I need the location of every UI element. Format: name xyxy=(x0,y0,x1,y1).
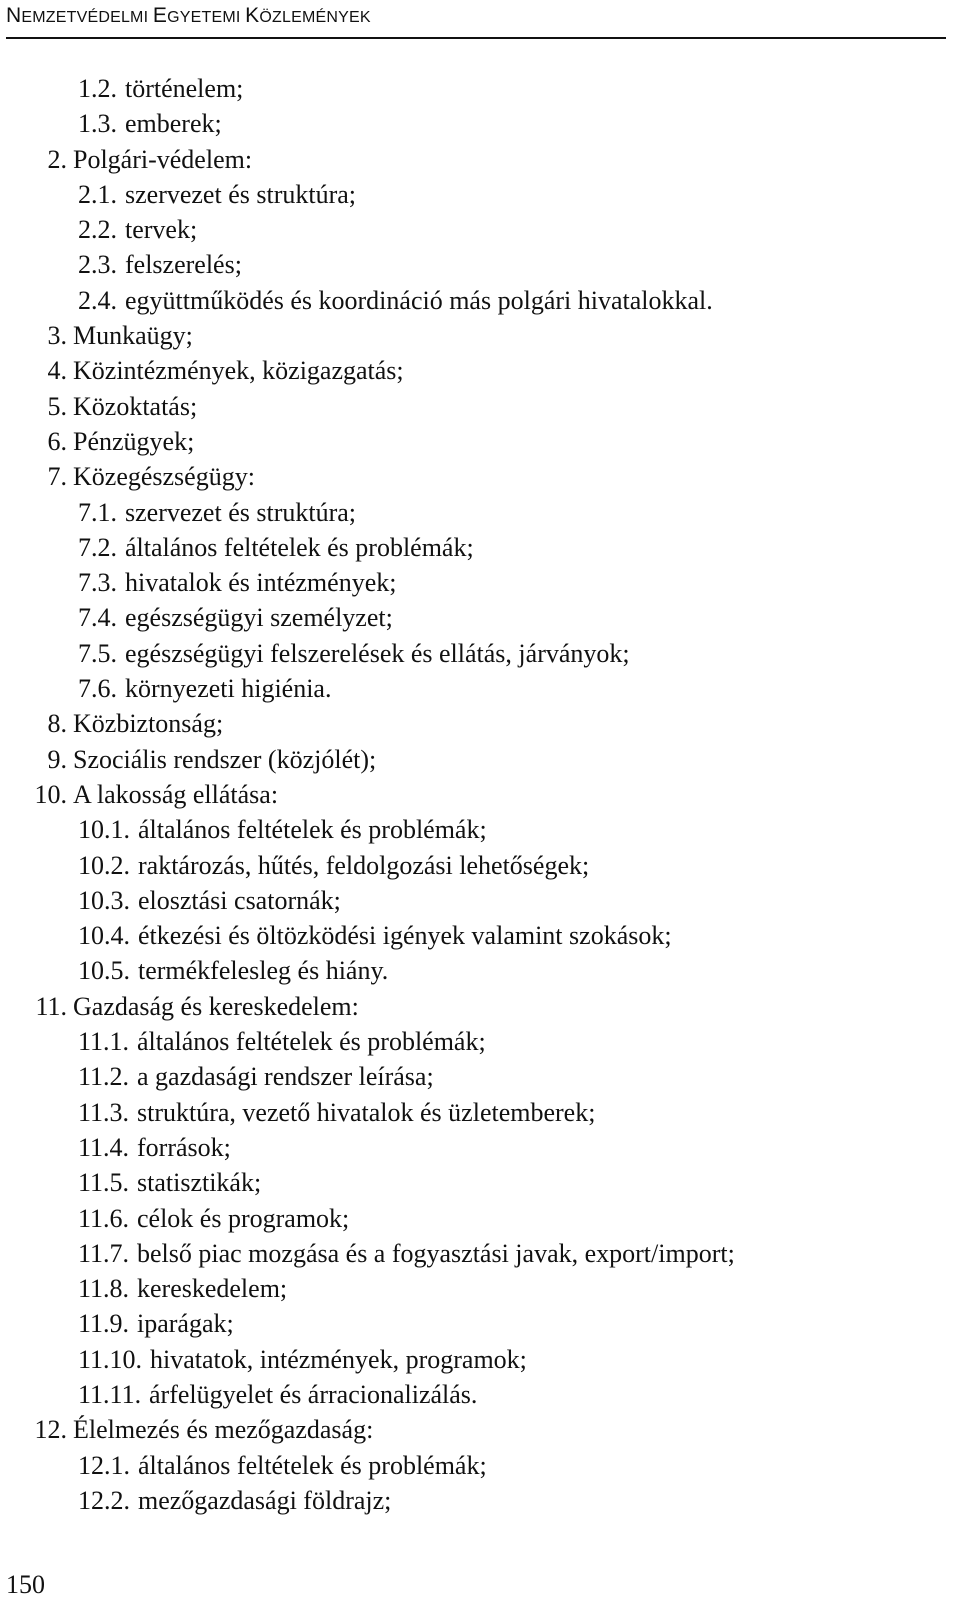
list-item xyxy=(0,742,960,777)
list-item xyxy=(0,600,960,635)
list-item-text: emberek; xyxy=(125,109,222,139)
list-item xyxy=(0,424,960,459)
list-item-text: egészségügyi személyzet; xyxy=(125,603,393,633)
list-item-number: 2.1. xyxy=(78,179,117,209)
list-item xyxy=(0,1342,960,1377)
list-item-number: 7.3. xyxy=(78,568,117,598)
list-item-text: iparágak; xyxy=(137,1309,234,1339)
list-item xyxy=(0,212,960,247)
list-item xyxy=(0,953,960,988)
page-number: 150 xyxy=(6,1570,45,1599)
list-item-number: 7.5. xyxy=(78,638,117,668)
list-item-number: 7.4. xyxy=(78,603,117,633)
list-item-text: általános feltételek és problémák; xyxy=(138,815,487,845)
list-item-number: 8. xyxy=(47,709,67,739)
list-item xyxy=(0,459,960,494)
list-item-number: 11.1. xyxy=(78,1027,130,1057)
list-item xyxy=(0,1095,960,1130)
list-item-text: termékfelesleg és hiány. xyxy=(138,956,389,986)
list-item-text: Közintézmények, közigazgatás; xyxy=(73,356,404,386)
list-item-number: 9. xyxy=(47,744,67,774)
list-item xyxy=(0,706,960,741)
list-item-number: 11.6. xyxy=(78,1203,130,1233)
list-item-text: hivatalok és intézmények; xyxy=(125,568,397,598)
list-item-text: mezőgazdasági földrajz; xyxy=(138,1485,392,1515)
list-item-number: 2. xyxy=(47,144,67,174)
list-item-number: 11.2. xyxy=(78,1062,130,1092)
list-item-number: 10.5. xyxy=(78,956,130,986)
outline-list xyxy=(0,71,960,1518)
list-item-number: 10.3. xyxy=(78,885,130,915)
list-item-number: 1.2. xyxy=(78,74,117,103)
list-item xyxy=(0,565,960,600)
list-item-number: 11.10. xyxy=(78,1344,143,1374)
list-item-text: célok és programok; xyxy=(137,1203,350,1233)
list-item-text: általános feltételek és problémák; xyxy=(125,532,474,562)
list-item-text: belső piac mozgása és a fogyasztási javak, export/import; xyxy=(137,1238,735,1268)
list-item xyxy=(0,918,960,953)
list-item-number: 11.11. xyxy=(78,1379,142,1409)
list-item-text: Közbiztonság; xyxy=(73,709,224,739)
list-item-number: 12.1. xyxy=(78,1450,130,1480)
list-item-text: tervek; xyxy=(125,215,198,245)
list-item-number: 1.3. xyxy=(78,109,117,139)
list-item xyxy=(0,1271,960,1306)
list-item xyxy=(0,1201,960,1236)
header-part-1: EMZETVÉDELMI xyxy=(21,9,153,26)
list-item-text: együttműködés és koordináció más polgári hivatalokkal. xyxy=(125,285,713,315)
list-item xyxy=(0,883,960,918)
list-item xyxy=(0,389,960,424)
list-item xyxy=(0,1130,960,1165)
list-item-text: szervezet és struktúra; xyxy=(125,497,357,527)
list-item-number: 6. xyxy=(47,426,67,456)
list-item xyxy=(0,1448,960,1483)
list-item xyxy=(0,812,960,847)
list-item-text: általános feltételek és problémák; xyxy=(137,1027,486,1057)
list-item-text: felszerelés; xyxy=(125,250,242,280)
list-item-text: Gazdaság és kereskedelem: xyxy=(73,991,359,1021)
list-item-number: 2.4. xyxy=(78,285,117,315)
list-item-number: 2.3. xyxy=(78,250,117,280)
list-item-number: 2.2. xyxy=(78,215,117,245)
list-item xyxy=(0,318,960,353)
list-item-text: források; xyxy=(137,1132,231,1162)
running-header xyxy=(6,4,371,28)
list-item xyxy=(0,1024,960,1059)
list-item xyxy=(0,1059,960,1094)
list-item xyxy=(0,283,960,318)
list-item-number: 10.1. xyxy=(78,815,130,845)
list-item-number: 4. xyxy=(47,356,67,386)
list-item-number: 11.9. xyxy=(78,1309,130,1339)
list-item-number: 7.6. xyxy=(78,674,117,704)
header-initial-k: K xyxy=(245,4,260,27)
header-part-2: GYETEMI xyxy=(167,9,246,26)
header-part-3: ÖZLEMÉNYEK xyxy=(259,9,371,26)
list-item-number: 5. xyxy=(47,391,67,421)
list-item xyxy=(0,1236,960,1271)
list-item xyxy=(0,106,960,141)
list-item-text: statisztikák; xyxy=(137,1168,262,1198)
list-item-number: 11.3. xyxy=(78,1097,130,1127)
list-item-text: környezeti higiénia. xyxy=(125,674,332,704)
list-item-text: A lakosság ellátása: xyxy=(73,779,279,809)
list-item xyxy=(0,989,960,1024)
list-item-number: 11.8. xyxy=(78,1274,130,1304)
list-item-text: egészségügyi felszerelések és ellátás, járványok; xyxy=(125,638,630,668)
list-item-text: Élelmezés és mezőgazdaság: xyxy=(73,1415,374,1445)
list-item-number: 7.1. xyxy=(78,497,117,527)
list-item xyxy=(0,177,960,212)
list-item-text: raktározás, hűtés, feldolgozási lehetőségek; xyxy=(138,850,590,880)
list-item-number: 11.5. xyxy=(78,1168,130,1198)
list-item-text: Polgári-védelem: xyxy=(73,144,253,174)
list-item xyxy=(0,636,960,671)
list-item xyxy=(0,848,960,883)
list-item-text: étkezési és öltözködési igények valamint szokások; xyxy=(138,921,672,951)
list-item xyxy=(0,1377,960,1412)
list-item-text: Munkaügy; xyxy=(73,321,193,351)
list-item-text: történelem; xyxy=(125,74,244,103)
list-item-number: 7.2. xyxy=(78,532,117,562)
list-item xyxy=(0,1483,960,1518)
list-item-number: 10. xyxy=(34,779,67,809)
list-item xyxy=(0,671,960,706)
list-item-number: 7. xyxy=(47,462,67,492)
list-item-text: kereskedelem; xyxy=(137,1274,288,1304)
list-item-text: szervezet és struktúra; xyxy=(125,179,357,209)
list-item-text: Szociális rendszer (közjólét); xyxy=(73,744,377,774)
list-item-number: 12. xyxy=(34,1415,67,1445)
list-item xyxy=(0,495,960,530)
list-item-text: általános feltételek és problémák; xyxy=(138,1450,487,1480)
list-item-number: 10.2. xyxy=(78,850,130,880)
list-item-text: hivatatok, intézmények, programok; xyxy=(150,1344,527,1374)
list-item xyxy=(0,1165,960,1200)
list-item-text: árfelügyelet és árracionalizálás. xyxy=(149,1379,478,1409)
list-item-text: struktúra, vezető hivatalok és üzletemberek; xyxy=(137,1097,596,1127)
list-item-number: 11.4. xyxy=(78,1132,130,1162)
list-item xyxy=(0,142,960,177)
header-initial-n: N xyxy=(6,4,22,27)
list-item-text: elosztási csatornák; xyxy=(138,885,341,915)
header-initial-e: E xyxy=(152,4,168,27)
list-item-number: 12.2. xyxy=(78,1485,130,1515)
list-item-text: Közegészségügy: xyxy=(73,462,255,492)
list-item-number: 10.4. xyxy=(78,921,130,951)
list-item-number: 11.7. xyxy=(78,1238,130,1268)
list-item xyxy=(0,777,960,812)
list-item xyxy=(0,247,960,282)
list-item xyxy=(0,1412,960,1447)
list-item xyxy=(0,353,960,388)
list-item xyxy=(0,530,960,565)
list-item-text: Közoktatás; xyxy=(73,391,198,421)
list-item-text: a gazdasági rendszer leírása; xyxy=(137,1062,434,1092)
header-rule xyxy=(6,37,946,39)
list-item xyxy=(0,1306,960,1341)
list-item-number: 3. xyxy=(47,321,67,351)
list-item xyxy=(0,71,960,106)
list-item-number: 11. xyxy=(35,991,67,1021)
list-item-text: Pénzügyek; xyxy=(73,426,195,456)
